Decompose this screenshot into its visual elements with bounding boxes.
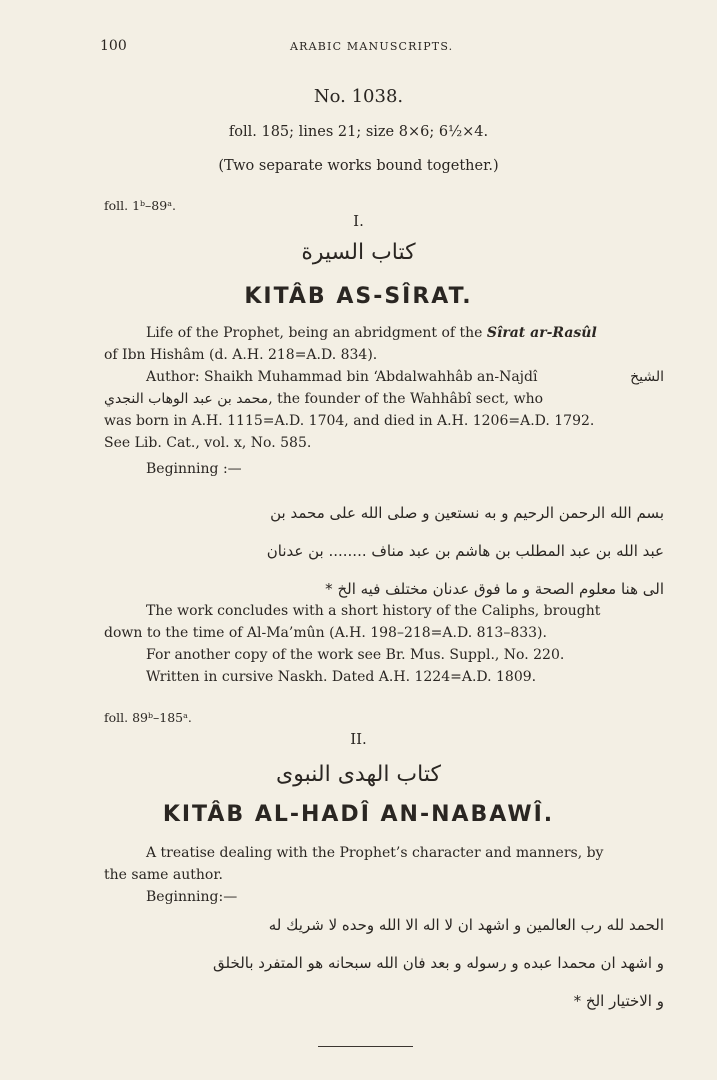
page-number: 100 (100, 38, 127, 54)
work2-folio: foll. 89ᵇ–185ᵃ. (104, 710, 192, 725)
work1-arabic-line3: الى هنا معلوم الصحة و ما فوق عدنان مختلف فيه الخ * (325, 580, 664, 598)
work1-copy-line: For another copy of the work see Br. Mus. Suppl., No. 220. (146, 647, 565, 663)
work1-author-text: Author: Shaikh Muhammad bin ‘Abdalwahhâb an-Najdî (146, 369, 538, 385)
work1-arabic-line2: عبد الله بن عبد المطلب بن هاشم بن عبد مناف ........ بن عدنان (266, 542, 664, 560)
entry-number: No. 1038. (313, 86, 404, 107)
work2-arabic-line2: و اشهد ان محمدا عبده و رسوله و بعد فان الله سبحانه هو المتفرد بالخلق (213, 954, 664, 972)
end-rule (318, 1046, 413, 1047)
work1-written-line: Written in cursive Naskh. Dated A.H. 1224=A.D. 1809. (146, 669, 537, 685)
work1-conclusion-line2: down to the time of Al-Ma’mûn (A.H. 198–218=A.D. 813–833). (104, 625, 547, 641)
work1-folio: foll. 1ᵇ–89ᵃ. (104, 198, 176, 213)
work1-desc-line2: of Ibn Hishâm (d. A.H. 218=A.D. 834). (104, 347, 378, 363)
running-title: ARABIC MANUSCRIPTS. (290, 40, 454, 53)
work2-arabic-line3: و الاختيار الخ * (573, 992, 664, 1010)
work2-beginning-label: Beginning:— (146, 889, 238, 905)
work1-roman: I. (353, 212, 364, 230)
work2-arabic-text (104, 906, 664, 1020)
work1-title: KITÂB AS-SÎRAT. (244, 284, 473, 309)
work2-desc-line2: the same author. (104, 867, 223, 883)
work1-desc-text: Life of the Prophet, being an abridgment of the (146, 325, 487, 341)
work2-arabic-line1: الحمد لله رب العالمين و اشهد ان لا اله الا الله وحده لا شريك له (268, 916, 664, 934)
work1-arabic-line1: بسم الله الرحمن الرحيم و به نستعين و صلى الله على محمد بن (270, 504, 664, 522)
work1-conclusion (104, 600, 664, 688)
work1-description (104, 322, 664, 480)
work1-author-arabic2: محمد بن عبد الوهاب النجدي (104, 391, 269, 407)
work2-roman: II. (350, 730, 367, 748)
work1-author-arabic1: الشيخ (630, 369, 664, 385)
entry-note: (Two separate works bound together.) (218, 158, 499, 174)
work1-author-line2: , the founder of the Wahhâbî sect, who (268, 391, 544, 407)
work1-desc-italic: Sîrat ar-Rasûl (486, 325, 597, 341)
work1-beginning-label: Beginning :— (146, 461, 242, 477)
work1-arabic-text (104, 494, 664, 608)
work2-title: KITÂB AL-HADÎ AN-NABAWÎ. (162, 802, 555, 827)
work2-description (104, 842, 664, 908)
work1-author-line3: was born in A.H. 1115=A.D. 1704, and died in A.H. 1206=A.D. 1792. (104, 413, 595, 429)
work1-conclusion-line1: The work concludes with a short history of the Caliphs, brought (146, 603, 601, 619)
entry-description: foll. 185; lines 21; size 8×6; 6½×4. (228, 124, 489, 140)
work2-desc-line1: A treatise dealing with the Prophet’s character and manners, by (146, 845, 604, 861)
work1-author-line4: See Lib. Cat., vol. x, No. 585. (104, 435, 312, 451)
work2-arabic-title: كتاب الهدى النبوى (276, 762, 441, 787)
work1-arabic-title: كتاب السيرة (301, 240, 416, 265)
